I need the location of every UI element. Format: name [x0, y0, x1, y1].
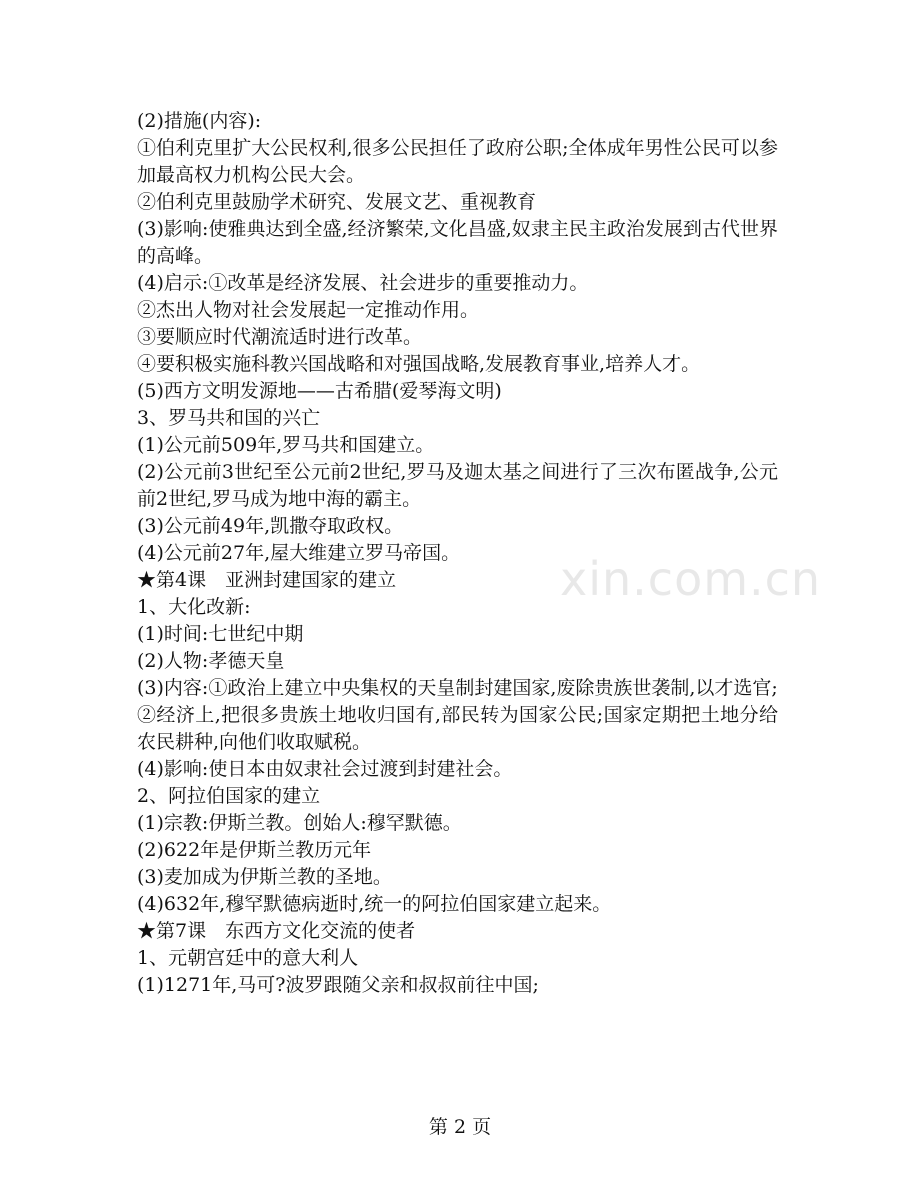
text-line: (1)1271年,马可?波罗跟随父亲和叔叔前往中国; — [137, 974, 539, 996]
text-line: (1)时间:七世纪中期 — [137, 623, 304, 645]
text-line: ②伯利克里鼓励学术研究、发展文艺、重视教育 — [137, 191, 537, 213]
text-line: 1、大化改新: — [137, 596, 251, 618]
page-number: 第 2 页 — [428, 1116, 492, 1138]
text-line: (5)西方文明发源地——古希腊(爱琴海文明) — [137, 380, 502, 402]
text-line: (4)公元前27年,屋大维建立罗马帝国。 — [137, 542, 461, 564]
watermark: xin.com.cn — [560, 552, 822, 606]
text-line: (4)影响:使日本由奴隶社会过渡到封建社会。 — [137, 758, 513, 780]
text-line: (3)公元前49年,凯撒夺取政权。 — [137, 515, 404, 537]
text-line: (3)麦加成为伊斯兰教的圣地。 — [137, 866, 392, 888]
text-line: 1、元朝宫廷中的意大利人 — [137, 947, 359, 969]
text-line: (4)启示:①改革是经济发展、社会进步的重要推动力。 — [137, 272, 589, 294]
text-line: (1)宗教:伊斯兰教。创始人:穆罕默德。 — [137, 812, 462, 834]
text-line: ③要顺应时代潮流适时进行改革。 — [137, 326, 423, 348]
text-line: (4)632年,穆罕默德病逝时,统一的阿拉伯国家建立起来。 — [137, 893, 612, 915]
text-line: ①伯利克里扩大公民权利,很多公民担任了政府公职;全体成年男性公民可以参加最高权力机构公民大会。 — [137, 137, 778, 186]
text-line: ★第7课 东西方文化交流的使者 — [137, 920, 416, 942]
text-line: ★第4课 亚洲封建国家的建立 — [137, 569, 397, 591]
text-line: (3)内容:①政治上建立中央集权的天皇制封建国家,废除贵族世袭制,以才选官; — [137, 677, 778, 699]
text-line: (2)622年是伊斯兰教历元年 — [137, 839, 372, 861]
text-line: ④要积极实施科教兴国战略和对强国战略,发展教育事业,培养人才。 — [137, 353, 701, 375]
text-line: (1)公元前509年,罗马共和国建立。 — [137, 434, 435, 456]
text-line: 3、罗马共和国的兴亡 — [137, 407, 321, 429]
text-line: (3)影响:使雅典达到全盛,经济繁荣,文化昌盛,奴隶主民主政治发展到古代世界的高峰。 — [137, 218, 778, 267]
text-line: ②经济上,把很多贵族土地收归国有,部民转为国家公民;国家定期把土地分给农民耕种,向他们收取赋税。 — [137, 704, 778, 753]
text-line: 2、阿拉伯国家的建立 — [137, 785, 321, 807]
text-line: (2)公元前3世纪至公元前2世纪,罗马及迦太基之间进行了三次布匿战争,公元前2世纪,罗马成为地中海的霸主。 — [137, 461, 778, 510]
text-line: ②杰出人物对社会发展起一定推动作用。 — [137, 299, 480, 321]
text-line: (2)措施(内容): — [137, 110, 262, 132]
text-line: (2)人物:孝德天皇 — [137, 650, 285, 672]
